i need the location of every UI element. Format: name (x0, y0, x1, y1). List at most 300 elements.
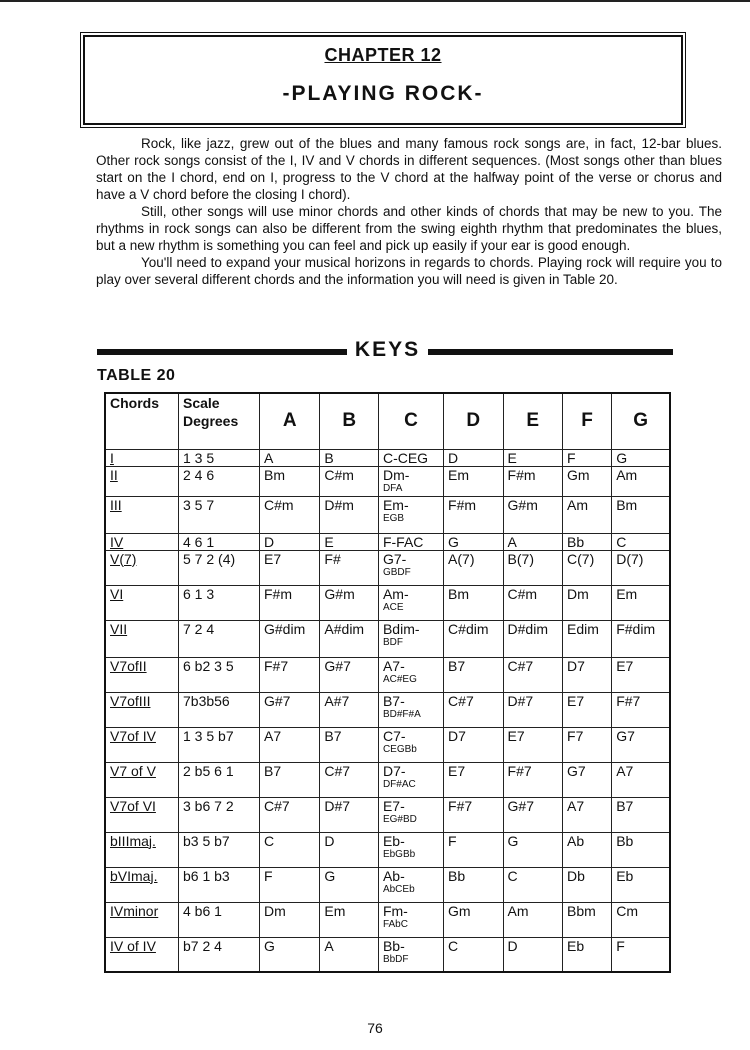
key-chord-cell (260, 797, 320, 832)
scale-degrees-cell: 6 b2 3 5 (179, 657, 260, 692)
chord-symbol: Bm (264, 466, 285, 483)
chord-symbol: Em (616, 585, 638, 602)
scale-degrees-cell: 6 1 3 (179, 585, 260, 620)
chord-symbol: Eb (567, 937, 585, 954)
key-chord-cell (320, 727, 379, 762)
chord-symbol: B(7) (507, 550, 534, 567)
chord-name: bIIImaj. (110, 832, 156, 849)
key-chord-cell (444, 937, 503, 972)
chord-symbol: C (616, 533, 627, 550)
chord-symbol: B7 (448, 657, 466, 674)
key-chord-cell (260, 937, 320, 972)
chord-spelling: BbDF (382, 953, 409, 965)
keys-rule-right (428, 349, 673, 355)
key-chord-cell (378, 449, 443, 466)
header-key-e: E (503, 393, 562, 449)
key-chord-cell (444, 466, 503, 496)
chord-symbol: F#7 (448, 797, 473, 814)
table-row (105, 466, 670, 496)
chord-symbol: C (507, 867, 518, 884)
scale-degrees-cell: 3 b6 7 2 (179, 797, 260, 832)
chord-symbol: G (448, 533, 459, 550)
chord-symbol: Bb (448, 867, 466, 884)
chord-name: V7of IV (110, 727, 156, 744)
chord-cell (105, 797, 179, 832)
key-chord-cell (563, 585, 612, 620)
key-chord-cell (612, 762, 670, 797)
key-chord-cell (444, 620, 503, 657)
chord-name: II (110, 466, 118, 483)
scale-degrees-cell: 2 4 6 (179, 466, 260, 496)
key-chord-cell (378, 867, 443, 902)
header-key-f: F (563, 393, 612, 449)
chord-symbol: Dm (264, 902, 286, 919)
key-chord-cell (503, 902, 562, 937)
chord-symbol: D (264, 533, 275, 550)
chord-symbol: Am- (382, 585, 409, 602)
key-chord-cell (378, 585, 443, 620)
key-chord-cell (320, 620, 379, 657)
intro-text (96, 135, 722, 288)
chord-symbol: F#7 (264, 657, 289, 674)
key-chord-cell (260, 727, 320, 762)
header-key-a: A (260, 393, 320, 449)
chord-symbol: Gm (448, 902, 471, 919)
chord-symbol: D (507, 937, 518, 954)
chord-symbol: Dm (567, 585, 589, 602)
chord-symbol: F-FAC (382, 533, 424, 550)
keys-rule-left (97, 349, 347, 355)
key-chord-cell (378, 937, 443, 972)
chord-symbol: C#dim (448, 620, 489, 637)
table-label: TABLE 20 (97, 367, 176, 384)
chord-symbol: B7 (264, 762, 282, 779)
scale-degrees-cell: b6 1 b3 (179, 867, 260, 902)
key-chord-cell (378, 533, 443, 550)
chord-symbol: A (324, 937, 334, 954)
key-chord-cell (563, 657, 612, 692)
chord-symbol: F7 (567, 727, 584, 744)
chord-symbol: C#m (264, 496, 294, 513)
key-chord-cell (320, 867, 379, 902)
page-number: 76 (367, 1020, 383, 1036)
chord-cell (105, 762, 179, 797)
key-chord-cell (260, 832, 320, 867)
chord-symbol: D (448, 449, 459, 466)
chord-symbol: C (448, 937, 459, 954)
chord-symbol: C#7 (507, 657, 534, 674)
chord-symbol: Cm (616, 902, 638, 919)
chord-symbol: A7 (567, 797, 585, 814)
key-chord-cell (444, 797, 503, 832)
key-chord-cell (563, 867, 612, 902)
chord-symbol: Bm (616, 496, 638, 513)
key-chord-cell (320, 762, 379, 797)
key-chord-cell (260, 449, 320, 466)
key-chord-cell (444, 832, 503, 867)
chord-symbol: E7 (448, 762, 466, 779)
chord-name: III (110, 496, 122, 513)
chord-name: IV (110, 533, 124, 550)
intro-paragraph: You'll need to expand your musical horizons in regards to chords. Playing rock will require you to play over several different chords and the information you will need is given in Table 20. (96, 255, 722, 287)
chord-cell (105, 692, 179, 727)
chord-spelling: AbCEb (382, 883, 415, 895)
chord-table-body (105, 449, 670, 972)
chord-name: V7 of V (110, 762, 156, 779)
key-chord-cell (612, 533, 670, 550)
key-chord-cell (503, 692, 562, 727)
key-chord-cell (260, 692, 320, 727)
chord-symbol: F#m (448, 496, 477, 513)
chord-symbol: F (264, 867, 273, 884)
chord-symbol: Em- (382, 496, 409, 513)
chord-symbol: Am (567, 496, 589, 513)
chord-symbol: C7- (382, 727, 406, 744)
key-chord-cell (444, 692, 503, 727)
key-chord-cell (320, 449, 379, 466)
chord-symbol: Fm- (382, 902, 408, 919)
key-chord-cell (612, 832, 670, 867)
key-chord-cell (260, 550, 320, 585)
key-chord-cell (444, 727, 503, 762)
scale-degrees-cell: b3 5 b7 (179, 832, 260, 867)
chord-symbol: Ab- (382, 867, 405, 884)
chord-symbol: F#7 (507, 762, 532, 779)
table-row (105, 937, 670, 972)
chord-cell (105, 832, 179, 867)
chord-symbol: Edim (567, 620, 599, 637)
chord-symbol: G#m (324, 585, 355, 602)
chord-cell (105, 585, 179, 620)
chord-symbol: E7 (616, 657, 634, 674)
key-chord-cell (503, 937, 562, 972)
chord-symbol: Bm (448, 585, 470, 602)
chord-symbol: D(7) (616, 550, 644, 567)
key-chord-cell (612, 585, 670, 620)
key-chord-cell (503, 620, 562, 657)
chord-cell (105, 657, 179, 692)
table-row (105, 832, 670, 867)
chord-symbol: C (264, 832, 275, 849)
key-chord-cell (444, 657, 503, 692)
chord-cell (105, 620, 179, 657)
chord-name: VII (110, 620, 128, 637)
chord-name: V(7) (110, 550, 137, 567)
keys-banner (97, 338, 673, 368)
chord-cell (105, 496, 179, 533)
chord-symbol: Em (324, 902, 346, 919)
key-chord-cell (444, 585, 503, 620)
key-chord-cell (320, 466, 379, 496)
key-chord-cell (260, 867, 320, 902)
chord-table (104, 392, 671, 973)
key-chord-cell (320, 937, 379, 972)
key-chord-cell (503, 533, 562, 550)
key-chord-cell (378, 797, 443, 832)
chord-name: V7ofIII (110, 692, 151, 709)
chord-symbol: E7 (507, 727, 525, 744)
chord-cell (105, 449, 179, 466)
key-chord-cell (260, 585, 320, 620)
chord-symbol: Bb (567, 533, 585, 550)
header-key-g: G (612, 393, 670, 449)
key-chord-cell (503, 496, 562, 533)
chord-symbol: B (324, 449, 334, 466)
chord-symbol: F (448, 832, 457, 849)
chord-symbol: Db (567, 867, 585, 884)
chord-symbol: Bdim- (382, 620, 420, 637)
key-chord-cell (320, 496, 379, 533)
chord-symbol: G#7 (507, 797, 534, 814)
key-chord-cell (260, 533, 320, 550)
chord-spelling: EG#BD (382, 813, 417, 825)
chord-symbol: A (507, 533, 517, 550)
intro-paragraph: Rock, like jazz, grew out of the blues and many famous rock songs are, in fact, 12-bar blues. Other rock songs consist of the I, IV and V chords in different sequences. (Most songs other than blues start on the I chord, end on I, progress to the V chord at the halfway point of the verse or chorus and have a V chord before the closing I chord). (96, 136, 722, 202)
key-chord-cell (320, 657, 379, 692)
table-row (105, 550, 670, 585)
key-chord-cell (563, 797, 612, 832)
chord-spelling: CEGBb (382, 743, 417, 755)
chord-symbol: Am (616, 466, 638, 483)
chord-symbol: Dm- (382, 466, 410, 483)
key-chord-cell (320, 902, 379, 937)
keys-label: KEYS (354, 338, 421, 361)
key-chord-cell (444, 449, 503, 466)
chord-symbol: F# (324, 550, 341, 567)
chord-symbol: E7 (264, 550, 282, 567)
key-chord-cell (612, 727, 670, 762)
chapter-number: CHAPTER 12 (324, 45, 442, 65)
table-row (105, 762, 670, 797)
chord-symbol: G#dim (264, 620, 306, 637)
chord-name: I (110, 449, 114, 466)
chord-symbol: F#m (507, 466, 536, 483)
key-chord-cell (612, 692, 670, 727)
key-chord-cell (612, 620, 670, 657)
chord-symbol: Eb (616, 867, 634, 884)
chord-symbol: C#7 (264, 797, 290, 814)
chord-spelling: EGB (382, 512, 405, 524)
chord-symbol: C#7 (324, 762, 351, 779)
chord-symbol: D (324, 832, 335, 849)
header-scale-degrees: Scale Degrees (179, 393, 260, 449)
table-row (105, 657, 670, 692)
key-chord-cell (378, 692, 443, 727)
chord-symbol: A7- (382, 657, 405, 674)
key-chord-cell (563, 762, 612, 797)
key-chord-cell (260, 657, 320, 692)
chord-spelling: ACE (382, 601, 404, 613)
key-chord-cell (503, 657, 562, 692)
chord-symbol: F#m (264, 585, 292, 602)
chord-symbol: A (264, 449, 274, 466)
key-chord-cell (260, 902, 320, 937)
chord-spelling: DFA (382, 482, 403, 494)
key-chord-cell (563, 533, 612, 550)
key-chord-cell (563, 902, 612, 937)
scale-degrees-cell: 5 7 2 (4) (179, 550, 260, 585)
chord-symbol: G (264, 937, 275, 954)
chord-spelling: FAbC (382, 918, 408, 930)
chord-symbol: Gm (567, 466, 590, 483)
chord-symbol: C(7) (567, 550, 595, 567)
key-chord-cell (503, 762, 562, 797)
chord-symbol: G7- (382, 550, 407, 567)
chord-symbol: C#7 (448, 692, 474, 709)
chord-symbol: A#7 (324, 692, 350, 709)
chord-name: bVImaj. (110, 867, 158, 884)
header-key-b: B (320, 393, 379, 449)
chord-symbol: G (324, 867, 336, 884)
chord-symbol: A7 (616, 762, 634, 779)
key-chord-cell (563, 620, 612, 657)
key-chord-cell (444, 902, 503, 937)
key-chord-cell (378, 466, 443, 496)
chord-symbol: E7 (567, 692, 585, 709)
chord-symbol: Bbm (567, 902, 596, 919)
scale-degrees-cell: 1 3 5 (179, 449, 260, 466)
chord-symbol: F (616, 937, 625, 954)
key-chord-cell (612, 466, 670, 496)
chord-symbol: E (507, 449, 517, 466)
key-chord-cell (320, 585, 379, 620)
chord-symbol: B7 (324, 727, 342, 744)
key-chord-cell (612, 902, 670, 937)
table-row (105, 449, 670, 466)
chord-symbol: B7 (616, 797, 634, 814)
chord-symbol: A7 (264, 727, 282, 744)
key-chord-cell (378, 620, 443, 657)
key-chord-cell (378, 550, 443, 585)
chord-cell (105, 937, 179, 972)
key-chord-cell (378, 727, 443, 762)
scale-degrees-cell: 4 b6 1 (179, 902, 260, 937)
chord-symbol: Am (507, 902, 529, 919)
chord-symbol: G7 (567, 762, 586, 779)
chord-spelling: BDF (382, 636, 403, 648)
chord-symbol: Bb- (382, 937, 405, 954)
key-chord-cell (563, 832, 612, 867)
key-chord-cell (320, 550, 379, 585)
chord-symbol: C-CEG (382, 449, 429, 466)
key-chord-cell (503, 867, 562, 902)
chord-name: IV of IV (110, 937, 156, 954)
header-key-d: D (444, 393, 503, 449)
table-row (105, 902, 670, 937)
table-header-row (105, 393, 670, 449)
table-row (105, 496, 670, 533)
chord-symbol: E7- (382, 797, 405, 814)
key-chord-cell (444, 533, 503, 550)
key-chord-cell (320, 797, 379, 832)
chord-cell (105, 727, 179, 762)
intro-paragraph: Still, other songs will use minor chords and other kinds of chords that may be new to you. The rhythms in rock songs can also be different from the swing eighth rhythm that predominates the blues, but a new rhythm is something you can feel and pick up easily if your ear is good enough. (96, 204, 722, 253)
table-row (105, 533, 670, 550)
chord-symbol: G#7 (264, 692, 291, 709)
chord-symbol: F (567, 449, 576, 466)
chord-symbol: D#7 (324, 797, 351, 814)
table-row (105, 727, 670, 762)
key-chord-cell (503, 466, 562, 496)
chord-symbol: G (507, 832, 519, 849)
chord-symbol: D#dim (507, 620, 548, 637)
chord-symbol: E (324, 533, 334, 550)
chord-name: VI (110, 585, 124, 602)
key-chord-cell (378, 762, 443, 797)
key-chord-cell (503, 727, 562, 762)
chord-name: V7of VI (110, 797, 156, 814)
chord-symbol: A(7) (448, 550, 475, 567)
key-chord-cell (612, 867, 670, 902)
chord-symbol: Eb- (382, 832, 405, 849)
chord-symbol: C#m (324, 466, 354, 483)
table-row (105, 692, 670, 727)
chord-symbol: G (616, 449, 628, 466)
scale-degrees-cell: 7 2 4 (179, 620, 260, 657)
table-row (105, 867, 670, 902)
key-chord-cell (563, 727, 612, 762)
key-chord-cell (503, 832, 562, 867)
key-chord-cell (260, 466, 320, 496)
key-chord-cell (563, 449, 612, 466)
key-chord-cell (612, 496, 670, 533)
key-chord-cell (503, 449, 562, 466)
key-chord-cell (444, 867, 503, 902)
scale-degrees-cell: 3 5 7 (179, 496, 260, 533)
chord-symbol: F#7 (616, 692, 641, 709)
scale-degrees-cell: 1 3 5 b7 (179, 727, 260, 762)
chord-symbol: C#m (507, 585, 538, 602)
chord-symbol: Bb (616, 832, 634, 849)
key-chord-cell (320, 533, 379, 550)
chord-cell (105, 550, 179, 585)
key-chord-cell (563, 466, 612, 496)
key-chord-cell (612, 657, 670, 692)
table-row (105, 797, 670, 832)
scale-degrees-cell: 4 6 1 (179, 533, 260, 550)
key-chord-cell (612, 550, 670, 585)
header-key-c: C (378, 393, 443, 449)
key-chord-cell (320, 832, 379, 867)
key-chord-cell (612, 937, 670, 972)
key-chord-cell (378, 832, 443, 867)
chord-symbol: Ab (567, 832, 585, 849)
chord-symbol: D#7 (507, 692, 534, 709)
chord-symbol: D7- (382, 762, 406, 779)
chord-spelling: AC#EG (382, 673, 417, 685)
key-chord-cell (444, 496, 503, 533)
chord-spelling: GBDF (382, 566, 411, 578)
top-rule (0, 0, 750, 2)
key-chord-cell (503, 585, 562, 620)
key-chord-cell (260, 496, 320, 533)
key-chord-cell (563, 937, 612, 972)
chord-symbol: G7 (616, 727, 635, 744)
chord-name: IVminor (110, 902, 159, 919)
chord-symbol: B7- (382, 692, 405, 709)
key-chord-cell (444, 550, 503, 585)
scale-degrees-cell: 2 b5 6 1 (179, 762, 260, 797)
chord-symbol: G#7 (324, 657, 351, 674)
chord-symbol: G#m (507, 496, 538, 513)
key-chord-cell (378, 657, 443, 692)
chord-cell (105, 867, 179, 902)
chord-cell (105, 533, 179, 550)
key-chord-cell (612, 797, 670, 832)
key-chord-cell (378, 902, 443, 937)
key-chord-cell (563, 550, 612, 585)
key-chord-cell (320, 692, 379, 727)
